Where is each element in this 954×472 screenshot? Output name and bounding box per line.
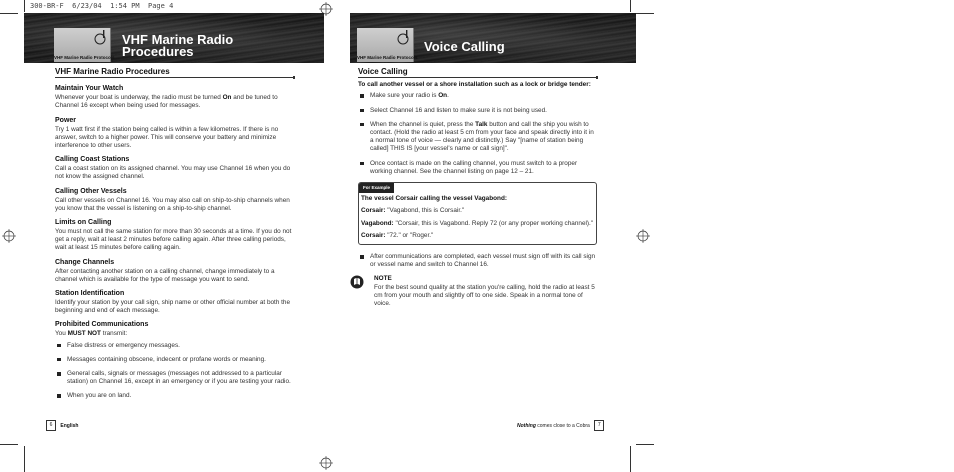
crop-mark (0, 444, 18, 445)
list-item: Once contact is made on the calling channel, you must switch to a proper working channel. See the channel listing on page 12 – 21. (358, 160, 598, 176)
list-item: Select Channel 16 and listen to make sure it is not being used. (358, 107, 598, 115)
example-title: The vessel Corsair calling the vessel Vagabond: (361, 195, 507, 203)
section-title: Voice Calling (358, 68, 598, 78)
right-column (358, 68, 598, 308)
section-body: Whenever your boat is underway, the radio must be turned On and be tuned to Channel 16 except when being used for messages. (55, 94, 278, 110)
page-title-line: VHF Marine Radio (122, 32, 234, 47)
prohibited-list (55, 342, 295, 401)
list-item: After communications are completed, each vessel must sign off with its call sign or vessel name and switch to Channel 16. (358, 253, 598, 269)
example-line: Corsair: "72." or "Roger." (361, 231, 434, 239)
crop-mark (636, 13, 654, 14)
section-title: VHF Marine Radio Procedures (55, 68, 295, 78)
footer-tagline-bold: Nothing (517, 422, 536, 429)
list-item: When you are on land. (55, 392, 295, 400)
radio-icon (397, 30, 411, 51)
section-body: After contacting another station on a calling channel, change immediately to a channel which is available for the type of message you want to send. (55, 267, 275, 283)
section-heading: Power (55, 116, 77, 124)
list-item: False distress or emergency messages. (55, 342, 295, 350)
crop-mark (636, 444, 654, 445)
left-column (55, 68, 295, 407)
crop-mark (24, 446, 25, 472)
left-footer (46, 420, 78, 431)
radio-icon (94, 30, 108, 51)
section-heading: Change Channels (55, 258, 115, 266)
example-tag: For Example (359, 183, 394, 193)
crop-mark (630, 0, 631, 12)
footer-tagline: comes close to a Cobra (535, 422, 590, 429)
steps-list (358, 92, 598, 176)
note-icon (350, 275, 364, 292)
registration-mark-icon (636, 229, 650, 243)
page-number: 6 (46, 420, 56, 431)
print-slug: 300-BR-F 6/23/04 1:54 PM Page 4 (30, 2, 174, 10)
note-title: NOTE (374, 275, 392, 283)
tab-label: VHF Marine Radio Protocols (357, 55, 418, 60)
list-item: Make sure your radio is On. (358, 92, 598, 100)
section-heading: Maintain Your Watch (55, 85, 124, 93)
after-list (358, 253, 598, 269)
section-body: Call a coast station on its assigned channel. You may use Channel 16 when you do not know the assigned channel. (55, 165, 291, 181)
section-heading: Calling Other Vessels (55, 187, 127, 195)
note-block (358, 275, 598, 308)
section-body: You MUST NOT transmit: (55, 330, 128, 338)
registration-mark-icon (2, 229, 16, 243)
section-body: Identify your station by your call sign, ship name or other official number at both the beginning and end of each message. (55, 299, 291, 315)
page-number: 7 (594, 420, 604, 431)
tab-label: VHF Marine Radio Protocols (54, 55, 115, 60)
list-item: General calls, signals or messages (messages not addressed to a particular station) on Channel 16, except in an emergency or if you are testing your radio. (55, 370, 295, 386)
section-body: Try 1 watt first if the station being called is within a few kilometres. If there is no answer, switch to a higher power. This will conserve your battery and minimize interference to other users. (55, 125, 279, 150)
registration-mark-icon (319, 456, 333, 470)
section-heading: Station Identification (55, 290, 125, 298)
right-footer (517, 420, 604, 431)
section-heading: Limits on Calling (55, 219, 112, 227)
footer-language: English (60, 422, 79, 429)
list-item: Messages containing obscene, indecent or profane words or meaning. (55, 356, 295, 364)
note-body: For the best sound quality at the station you're calling, hold the radio at least 5 cm from your mouth and slightly off to one side. Speak in a normal tone of voice. (374, 283, 595, 308)
crop-mark (0, 13, 18, 14)
example-line: Corsair: "Vagabond, this is Corsair." (361, 207, 465, 215)
page-title: Voice Calling (424, 39, 505, 54)
section-body: You must not call the same station for more than 30 seconds at a time. If you do not get a reply, wait at least 2 minutes before calling again. After three calling periods, wait at least 15 minutes before calling again. (55, 228, 292, 252)
example-box (358, 182, 597, 245)
section-heading: Calling Coast Stations (55, 156, 130, 164)
left-section-tab (54, 28, 115, 62)
section-body: Call other vessels on Channel 16. You may also call on ship-to-ship channels when you know that the vessel is listening on a ship-to-ship channel. (55, 196, 290, 212)
crop-mark (630, 446, 631, 472)
intro-text: To call another vessel or a shore installation such as a lock or bridge tender: (358, 81, 591, 89)
right-section-tab (357, 28, 418, 62)
list-item: When the channel is quiet, press the Talk button and call the ship you wish to contact. (Hold the radio at least 5 cm from your face and speak directly into it in a normal tone of voice — clearly and distinctly.) Say "[name of station being called] THIS IS [your vessel's name or call sign]". (358, 121, 598, 154)
page-title (122, 34, 282, 58)
page-title-line: Procedures (122, 44, 194, 59)
section-heading: Prohibited Communications (55, 321, 149, 329)
crop-mark (24, 0, 25, 12)
example-line: Vagabond: "Corsair, this is Vagabond. Reply 72 (or any proper working channel)." (361, 219, 594, 227)
